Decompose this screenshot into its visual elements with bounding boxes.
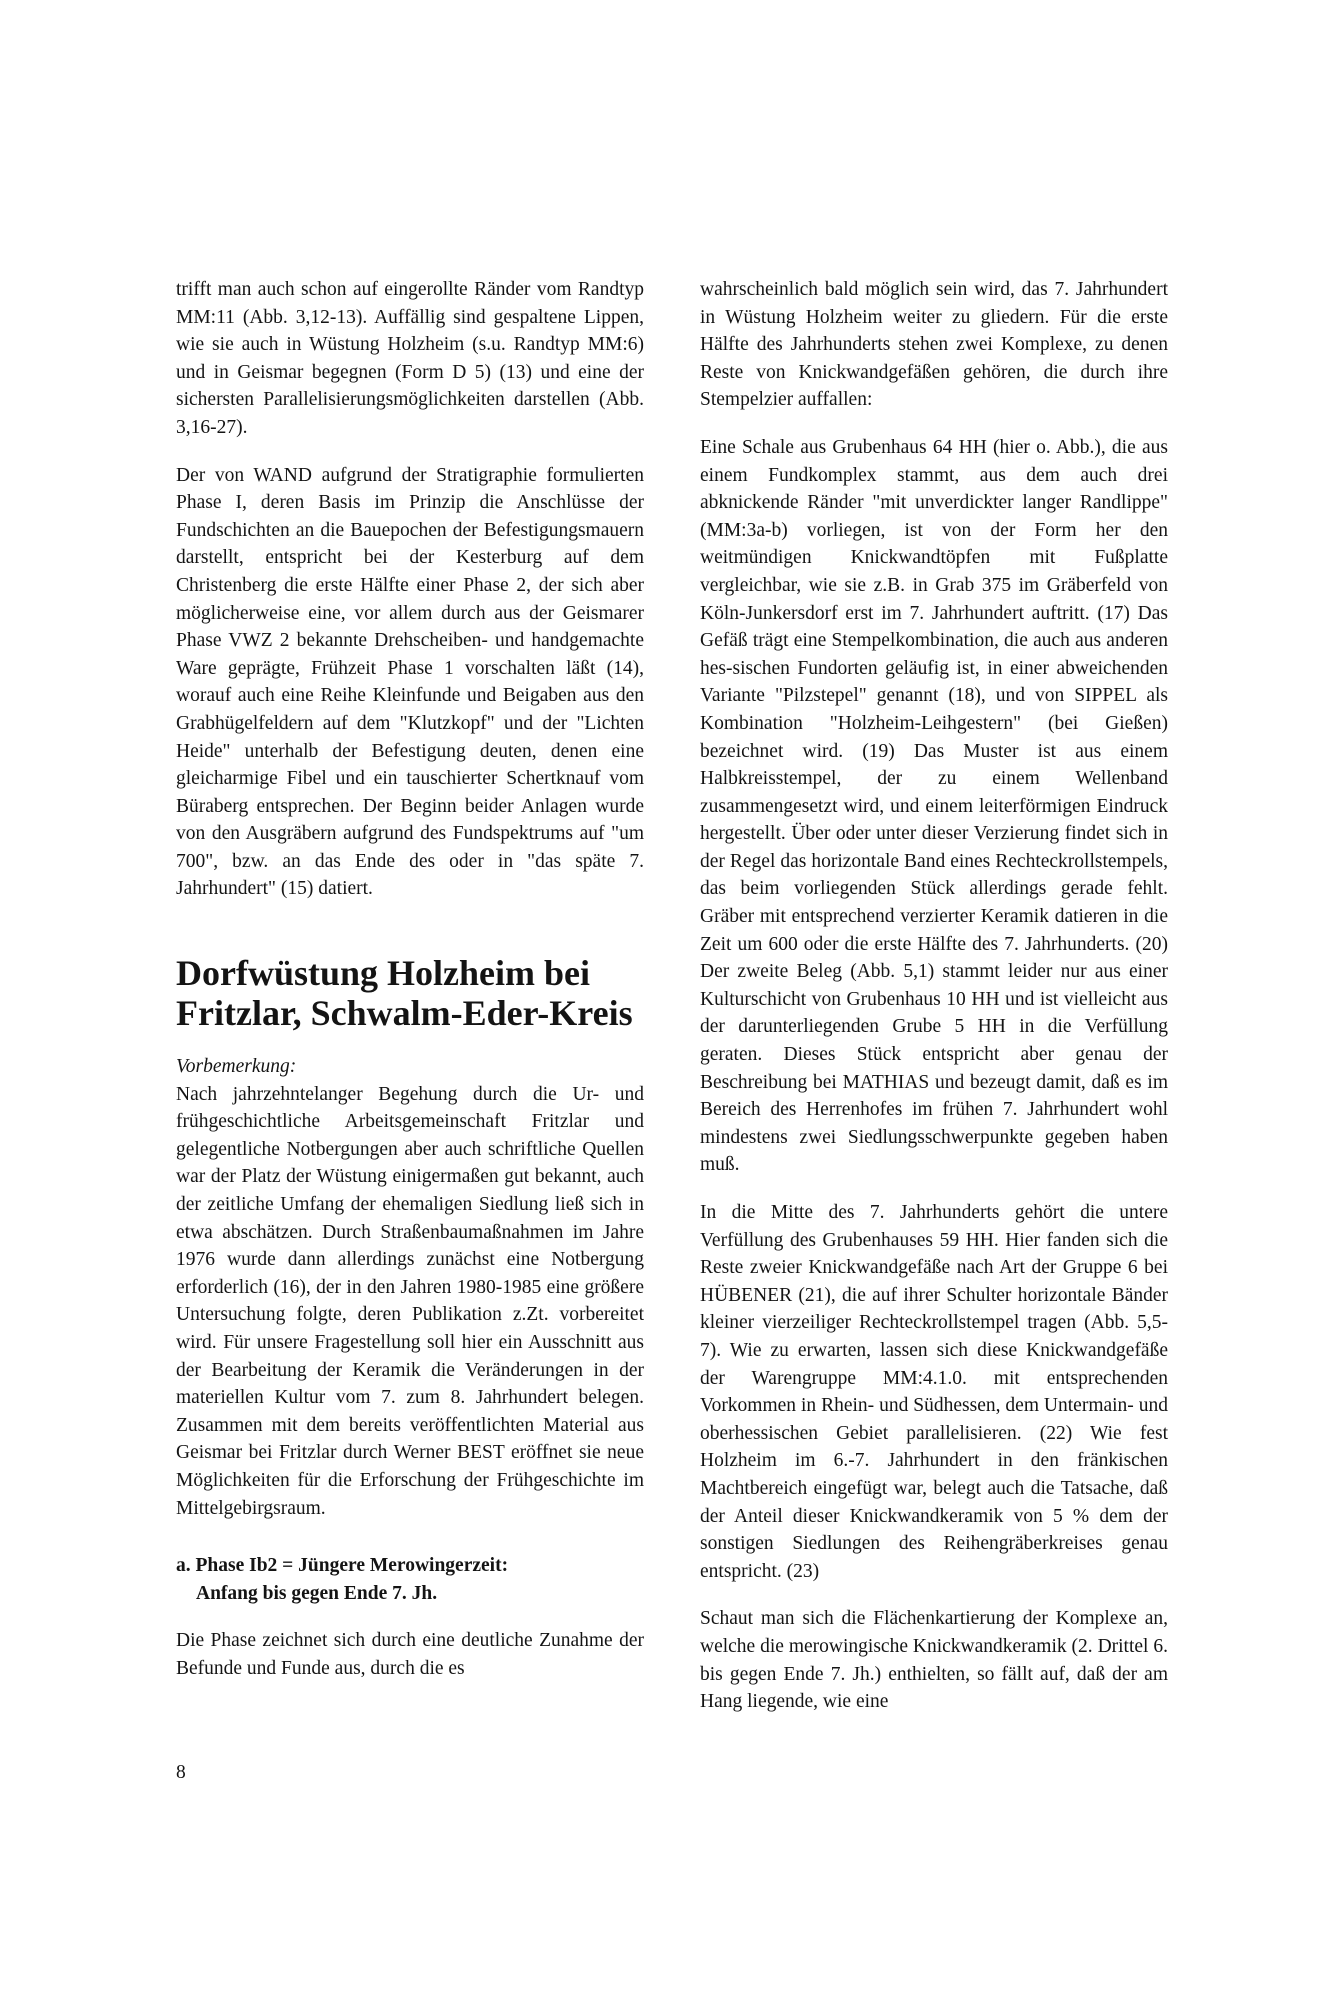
body-paragraph: Schaut man sich die Flächenkartierung der Komplexe an, welche die merowingische Knickwandkeramik (2. Drittel 6. bis gegen Ende 7. Jh.) enthielten, so fällt auf, daß der am Hang liegende, wie eine: [700, 1608, 1168, 1713]
subsection-heading-line: Anfang bis gegen Ende 7. Jh.: [196, 1582, 438, 1604]
section-heading-line: Fritzlar, Schwalm-Eder-Kreis: [176, 993, 633, 1034]
subsection-heading-line: a. Phase Ib2 = Jüngere Merowingerzeit:: [176, 1555, 509, 1577]
body-paragraph: Der von WAND aufgrund der Stratigraphie formulierten Phase I, deren Basis im Prinzip die Anschlüsse der Fundschichten an die Bauepochen der Befestigungsmauern darstellt, entspricht bei der Kesterburg auf dem Christenberg die erste Hälfte einer Phase 2, der sich aber möglicherweise eine, vor allem durch aus der Geismarer Phase VWZ 2 bekannte Drehscheiben- und handgemachte Ware geprägte, Frühzeit Phase 1 vorschalten läßt (14), worauf auch eine Reihe Kleinfunde und Beigaben aus den Grabhügelfeldern auf dem "Klutzkopf" und der "Lichten Heide" unterhalb der Befestigung deuten, denen eine gleicharmige Fibel und ein tauschierter Schertknauf vom Büraberg entsprechen. Der Beginn beider Anlagen wurde von den Ausgräbern aufgrund des Fundspektrums auf "um 700", bzw. an das Ende des oder in "das späte 7. Jahrhundert" (15) datiert.: [176, 464, 644, 900]
right-column: [700, 276, 1168, 1736]
section-heading: [176, 953, 644, 1033]
body-paragraph: wahrscheinlich bald möglich sein wird, das 7. Jahrhundert in Wüstung Holzheim weiter zu gliedern. Für die erste Hälfte des Jahrhunderts stehen zwei Komplexe, zu denen Reste von Knickwandgefäßen gehören, die durch ihre Stempelzier auffallen:: [700, 279, 1168, 411]
subsection-heading: [176, 1552, 644, 1607]
body-paragraph: Die Phase zeichnet sich durch eine deutliche Zunahme der Befunde und Funde aus, durch die es: [176, 1630, 644, 1679]
body-paragraph: Eine Schale aus Grubenhaus 64 HH (hier o. Abb.), die aus einem Fundkomplex stammt, aus dem auch drei abknickende Ränder "mit unverdickter langer Randlippe" (MM:3a-b) vorliegen, ist von der Form her den weitmündigen Knickwandtöpfen mit Fußplatte vergleichbar, wie sie z.B. in Grab 375 im Gräberfeld von Köln-Junkersdorf erst im 7. Jahrhundert auftritt. (17) Das Gefäß trägt eine Stempelkombination, die auch aus anderen hes-sischen Fundorten geläufig ist, in einer abweichenden Variante "Pilzstepel" genannt (18), und von SIPPEL als Kombination "Holzheim-Leihgestern" (bei Gießen) bezeichnet wird. (19) Das Muster ist aus einem Halbkreisstempel, der zu einem Wellenband zusammengesetzt wird, und einem leiterförmigen Eindruck hergestellt. Über oder unter dieser Verzierung findet sich in der Regel das horizontale Band eines Rechteckrollstempels, das beim vorliegenden Stück allerdings gerade fehlt. Gräber mit entsprechend verzierter Keramik datieren in die Zeit um 600 oder die erste Hälfte des 7. Jahrhunderts. (20) Der zweite Beleg (Abb. 5,1) stammt leider nur aus einer Kulturschicht von Grubenhaus 10 HH und ist vielleicht aus der darunterliegenden Grube 5 HH in die Verfüllung geraten. Dieses Stück entspricht aber genau der Beschreibung bei MATHIAS und bezeugt damit, daß es im Bereich des Herrenhofes im frühen 7. Jahrhundert wohl mindestens zwei Siedlungsschwerpunkte gegeben haben muß.: [700, 436, 1168, 1176]
body-paragraph: trifft man auch schon auf eingerollte Ränder vom Randtyp MM:11 (Abb. 3,12-13). Auffällig sind gespaltene Lippen, wie sie auch in Wüstung Holzheim (s.u. Randtyp MM:6) und in Geismar begegnen (Form D 5) (13) und eine der sichersten Parallelisierungsmöglichkeiten darstellen (Abb. 3,16-27).: [176, 279, 644, 438]
left-column: [176, 276, 644, 1703]
preliminary-label: Vorbemerkung:: [176, 1056, 297, 1078]
section-heading-line: Dorfwüstung Holzheim bei: [176, 953, 590, 994]
body-paragraph: In die Mitte des 7. Jahrhunderts gehört die untere Verfüllung des Grubenhauses 59 HH. Hier fanden sich die Reste zweier Knickwandgefäße nach Art der Gruppe 6 bei HÜBENER (21), die auf ihrer Schulter horizontale Bänder kleiner vierzeiliger Rechteckrollstempel tragen (Abb. 5,5-7). Wie zu erwarten, lassen sich diese Knickwandgefäße der Warengruppe MM:4.1.0. mit entsprechenden Vorkommen in Rhein- und Südhessen, dem Untermain- und oberhessischen Gebiet parallelisieren. (22) Wie fest Holzheim im 6.-7. Jahrhundert in den fränkischen Machtbereich eingefügt war, belegt auch die Tatsache, daß der Anteil dieser Knickwandkeramik von 5 % dem der sonstigen Siedlungen des Reihengräberkreises genau entspricht. (23): [700, 1202, 1168, 1582]
page-number: 8: [176, 1762, 186, 1783]
body-paragraph: Nach jahrzehntelanger Begehung durch die Ur- und frühgeschichtliche Arbeitsgemeinschaft Fritzlar und gelegentliche Notbergungen aber auch schriftliche Quellen war der Platz der Wüstung einigermaßen gut bekannt, auch der zeitliche Umfang der ehemaligen Siedlung ließ sich in etwa abschätzen. Durch Straßenbaumaßnahmen im Jahre 1976 wurde dann allerdings zunächst eine Notbergung erforderlich (16), der in den Jahren 1980-1985 eine größere Untersuchung folgte, deren Publikation z.Zt. vorbereitet wird. Für unsere Fragestellung soll hier ein Ausschnitt aus der Bearbeitung der Keramik die Veränderungen in der materiellen Kultur vom 7. zum 8. Jahrhundert belegen. Zusammen mit dem bereits veröffentlichten Material aus Geismar bei Fritzlar durch Werner BEST eröffnet sie neue Möglichkeiten für die Erforschung der Frühgeschichte im Mittelgebirgsraum.: [176, 1083, 644, 1519]
